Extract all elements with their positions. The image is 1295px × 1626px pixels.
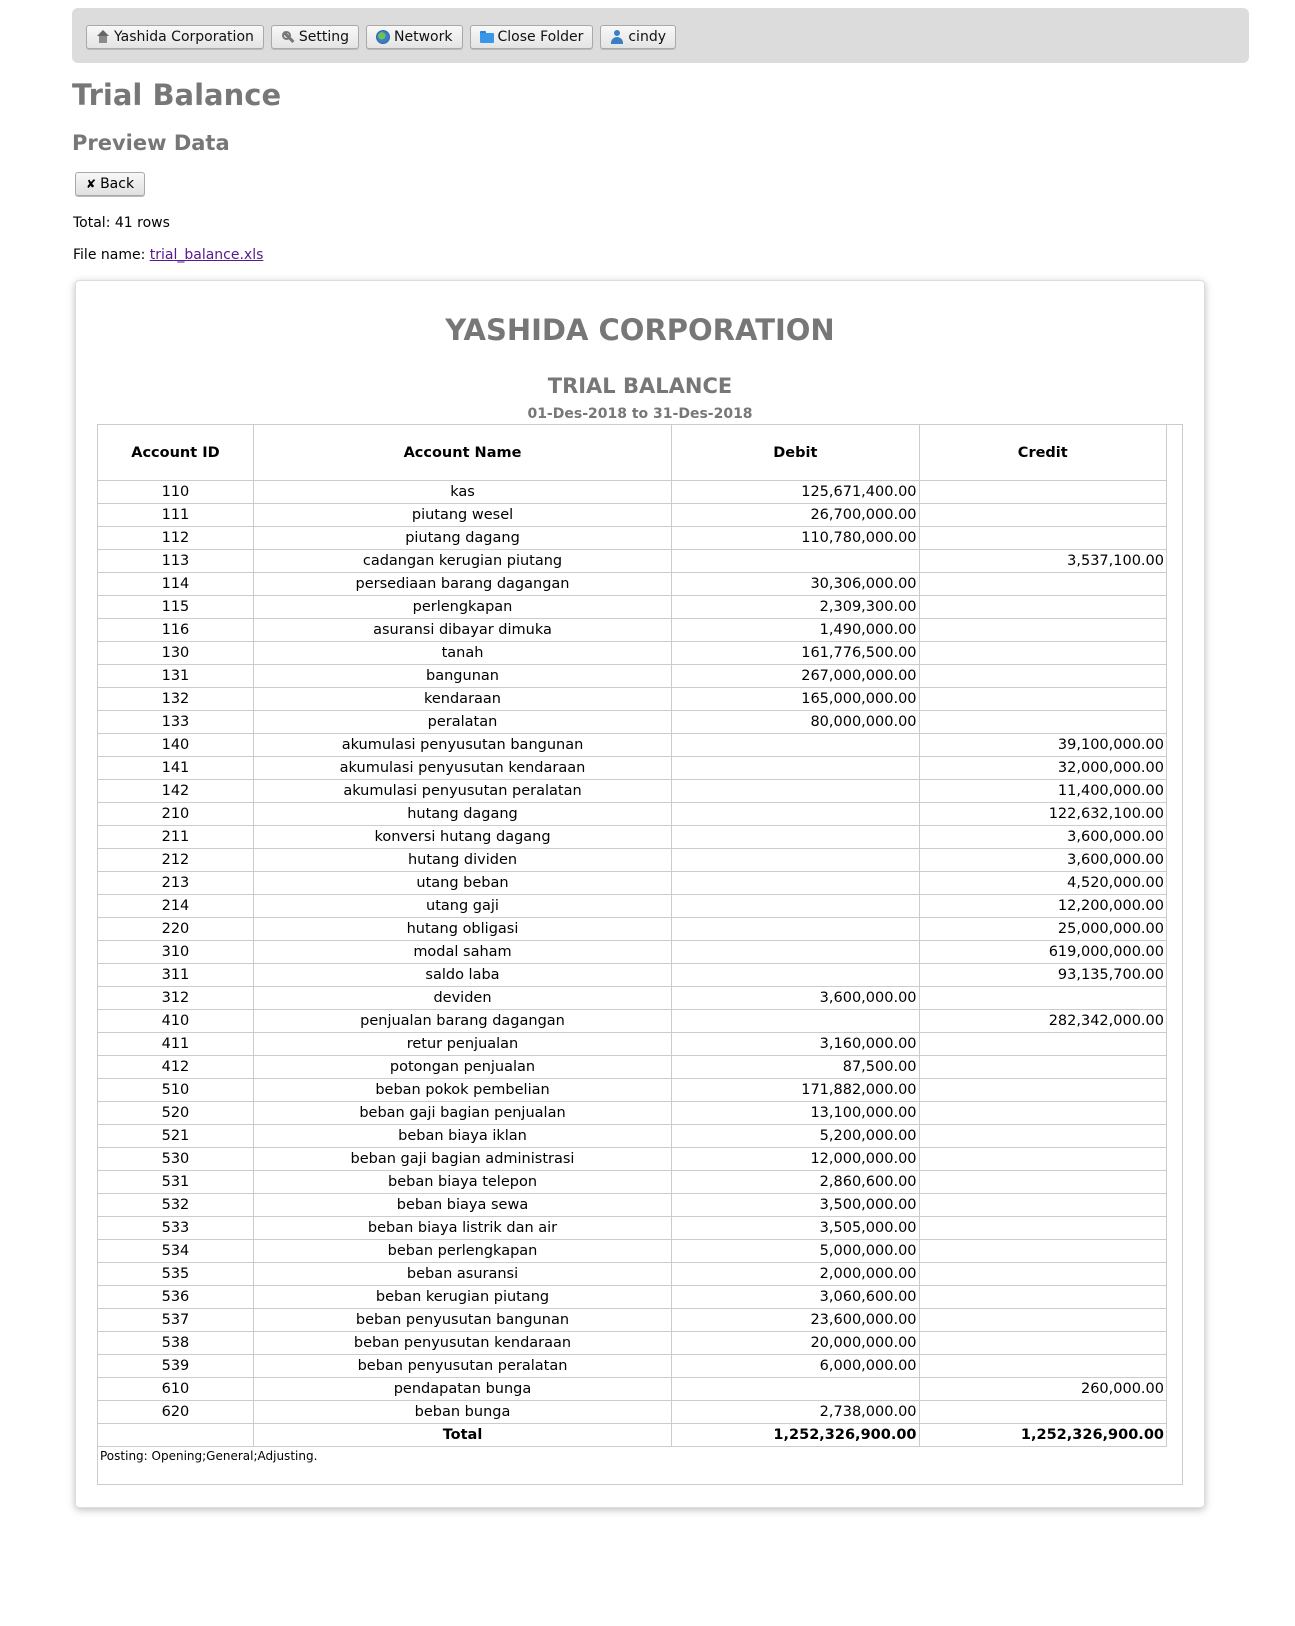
account-name-cell: konversi hutang dagang	[253, 826, 671, 849]
credit-cell: 11,400,000.00	[919, 780, 1166, 803]
posting-note: Posting: Opening;General;Adjusting.	[100, 1449, 318, 1463]
account-id-cell: 531	[98, 1171, 253, 1194]
credit-cell	[919, 481, 1166, 504]
account-name-cell: beban kerugian piutang	[253, 1286, 671, 1309]
table-row	[98, 711, 1167, 734]
credit-cell	[919, 1286, 1166, 1309]
credit-cell: 93,135,700.00	[919, 964, 1166, 987]
table-row	[98, 573, 1167, 596]
debit-cell: 5,200,000.00	[672, 1125, 919, 1148]
column-header: Account ID	[98, 425, 253, 481]
table-row	[98, 780, 1167, 803]
account-id-cell: 537	[98, 1309, 253, 1332]
table-row	[98, 987, 1167, 1010]
account-name-cell: beban biaya listrik dan air	[253, 1217, 671, 1240]
debit-cell	[672, 872, 919, 895]
table-header-row	[98, 425, 1167, 481]
account-name-cell: perlengkapan	[253, 596, 671, 619]
back-button-label: Back	[100, 176, 135, 192]
account-id-cell: 312	[98, 987, 253, 1010]
credit-cell: 32,000,000.00	[919, 757, 1166, 780]
total-rows-text: Total: 41 rows	[73, 215, 170, 231]
table-row	[98, 1401, 1167, 1424]
credit-cell	[919, 688, 1166, 711]
account-name-cell: beban perlengkapan	[253, 1240, 671, 1263]
total-row	[98, 1424, 1167, 1447]
account-name-cell: beban pokok pembelian	[253, 1079, 671, 1102]
credit-cell: 39,100,000.00	[919, 734, 1166, 757]
debit-cell: 2,309,300.00	[672, 596, 919, 619]
account-name-cell: pendapatan bunga	[253, 1378, 671, 1401]
table-row	[98, 619, 1167, 642]
account-name-cell: asuransi dibayar dimuka	[253, 619, 671, 642]
table-row	[98, 1378, 1167, 1401]
top-toolbar	[72, 8, 1249, 63]
credit-cell: 619,000,000.00	[919, 941, 1166, 964]
account-name-cell: beban bunga	[253, 1401, 671, 1424]
file-name-link[interactable]: trial_balance.xls	[149, 247, 264, 263]
account-id-cell: 116	[98, 619, 253, 642]
credit-cell	[919, 1401, 1166, 1424]
account-name-cell: hutang dividen	[253, 849, 671, 872]
account-name-cell: hutang dagang	[253, 803, 671, 826]
table-row	[98, 665, 1167, 688]
debit-cell	[672, 757, 919, 780]
credit-cell	[919, 1194, 1166, 1217]
account-name-cell: saldo laba	[253, 964, 671, 987]
column-header: Debit	[672, 425, 919, 481]
account-id-cell: 111	[98, 504, 253, 527]
credit-cell: 122,632,100.00	[919, 803, 1166, 826]
credit-cell	[919, 504, 1166, 527]
table-row	[98, 1355, 1167, 1378]
account-id-cell: 114	[98, 573, 253, 596]
account-name-cell: beban penyusutan kendaraan	[253, 1332, 671, 1355]
account-name-cell: utang gaji	[253, 895, 671, 918]
account-id-cell: 112	[98, 527, 253, 550]
credit-cell	[919, 1056, 1166, 1079]
table-row	[98, 1102, 1167, 1125]
account-id-cell: 115	[98, 596, 253, 619]
account-id-cell: 133	[98, 711, 253, 734]
debit-cell: 3,600,000.00	[672, 987, 919, 1010]
debit-cell	[672, 1010, 919, 1033]
table-row	[98, 918, 1167, 941]
debit-cell: 30,306,000.00	[672, 573, 919, 596]
table-row	[98, 596, 1167, 619]
account-name-cell: beban biaya telepon	[253, 1171, 671, 1194]
table-row	[98, 688, 1167, 711]
report-panel	[75, 280, 1205, 1508]
report-title: TRIAL BALANCE	[547, 374, 733, 398]
debit-cell	[672, 1378, 919, 1401]
total-debit: 1,252,326,900.00	[672, 1424, 919, 1447]
account-name-cell: tanah	[253, 642, 671, 665]
debit-cell: 3,505,000.00	[672, 1217, 919, 1240]
account-id-cell: 534	[98, 1240, 253, 1263]
home-icon	[96, 30, 110, 44]
credit-cell: 260,000.00	[919, 1378, 1166, 1401]
credit-cell	[919, 573, 1166, 596]
credit-cell	[919, 1309, 1166, 1332]
folder-icon	[480, 30, 494, 44]
table-row	[98, 941, 1167, 964]
credit-cell	[919, 1148, 1166, 1171]
account-id-cell: 132	[98, 688, 253, 711]
table-row	[98, 1263, 1167, 1286]
account-name-cell: beban asuransi	[253, 1263, 671, 1286]
credit-cell	[919, 1033, 1166, 1056]
credit-cell: 282,342,000.00	[919, 1010, 1166, 1033]
account-name-cell: peralatan	[253, 711, 671, 734]
account-name-cell: beban gaji bagian administrasi	[253, 1148, 671, 1171]
account-id-cell: 532	[98, 1194, 253, 1217]
credit-cell	[919, 1125, 1166, 1148]
report-period: 01-Des-2018 to 31-Des-2018	[527, 406, 753, 422]
debit-cell: 2,738,000.00	[672, 1401, 919, 1424]
debit-cell	[672, 964, 919, 987]
table-row	[98, 1286, 1167, 1309]
account-name-cell: akumulasi penyusutan bangunan	[253, 734, 671, 757]
setting-button-label: Setting	[298, 29, 350, 45]
account-id-cell: 210	[98, 803, 253, 826]
debit-cell: 3,160,000.00	[672, 1033, 919, 1056]
close-folder-button-label: Close Folder	[497, 29, 584, 45]
debit-cell	[672, 918, 919, 941]
wrench-icon	[281, 30, 295, 44]
globe-icon	[376, 30, 390, 44]
debit-cell	[672, 734, 919, 757]
table-row	[98, 1148, 1167, 1171]
account-id-cell: 412	[98, 1056, 253, 1079]
table-row	[98, 1033, 1167, 1056]
column-header: Credit	[919, 425, 1166, 481]
account-id-cell: 410	[98, 1010, 253, 1033]
debit-cell	[672, 849, 919, 872]
account-name-cell: modal saham	[253, 941, 671, 964]
account-id-cell: 533	[98, 1217, 253, 1240]
report-company: YASHIDA CORPORATION	[445, 313, 835, 347]
debit-cell	[672, 826, 919, 849]
account-name-cell: bangunan	[253, 665, 671, 688]
account-name-cell: akumulasi penyusutan peralatan	[253, 780, 671, 803]
credit-cell: 3,600,000.00	[919, 849, 1166, 872]
account-name-cell: beban gaji bagian penjualan	[253, 1102, 671, 1125]
debit-cell: 161,776,500.00	[672, 642, 919, 665]
account-id-cell: 220	[98, 918, 253, 941]
account-id-cell: 520	[98, 1102, 253, 1125]
account-name-cell: deviden	[253, 987, 671, 1010]
debit-cell: 87,500.00	[672, 1056, 919, 1079]
company-button-label: Yashida Corporation	[114, 29, 254, 45]
debit-cell: 165,000,000.00	[672, 688, 919, 711]
table-row	[98, 734, 1167, 757]
table-row	[98, 642, 1167, 665]
account-id-cell: 411	[98, 1033, 253, 1056]
user-button[interactable]	[600, 25, 676, 49]
credit-cell: 3,600,000.00	[919, 826, 1166, 849]
table-row	[98, 481, 1167, 504]
account-name-cell: beban penyusutan peralatan	[253, 1355, 671, 1378]
file-name-label: File name:	[73, 247, 150, 263]
account-id-cell: 510	[98, 1079, 253, 1102]
debit-cell: 13,100,000.00	[672, 1102, 919, 1125]
account-id-cell: 140	[98, 734, 253, 757]
total-id-cell	[98, 1424, 253, 1447]
account-id-cell: 213	[98, 872, 253, 895]
account-id-cell: 131	[98, 665, 253, 688]
debit-cell: 110,780,000.00	[672, 527, 919, 550]
account-name-cell: beban biaya sewa	[253, 1194, 671, 1217]
credit-cell: 25,000,000.00	[919, 918, 1166, 941]
debit-cell	[672, 941, 919, 964]
account-id-cell: 130	[98, 642, 253, 665]
page-title: Trial Balance	[72, 78, 282, 112]
table-row	[98, 872, 1167, 895]
table-row	[98, 757, 1167, 780]
table-row	[98, 849, 1167, 872]
account-id-cell: 610	[98, 1378, 253, 1401]
account-name-cell: kendaraan	[253, 688, 671, 711]
account-name-cell: hutang obligasi	[253, 918, 671, 941]
close-folder-button[interactable]	[470, 25, 594, 49]
debit-cell: 3,060,600.00	[672, 1286, 919, 1309]
account-name-cell: beban biaya iklan	[253, 1125, 671, 1148]
debit-cell: 1,490,000.00	[672, 619, 919, 642]
debit-cell: 267,000,000.00	[672, 665, 919, 688]
credit-cell	[919, 1240, 1166, 1263]
account-id-cell: 141	[98, 757, 253, 780]
column-header: Account Name	[253, 425, 671, 481]
table-row	[98, 1171, 1167, 1194]
account-id-cell: 620	[98, 1401, 253, 1424]
credit-cell	[919, 1102, 1166, 1125]
account-name-cell: akumulasi penyusutan kendaraan	[253, 757, 671, 780]
table-row	[98, 803, 1167, 826]
debit-cell: 171,882,000.00	[672, 1079, 919, 1102]
close-icon: ✘	[86, 177, 97, 191]
table-row	[98, 504, 1167, 527]
credit-cell	[919, 1171, 1166, 1194]
table-row	[98, 1194, 1167, 1217]
toolbar-buttons	[86, 25, 676, 49]
account-id-cell: 311	[98, 964, 253, 987]
account-id-cell: 142	[98, 780, 253, 803]
table-row	[98, 1217, 1167, 1240]
debit-cell	[672, 550, 919, 573]
table-row	[98, 964, 1167, 987]
debit-cell: 5,000,000.00	[672, 1240, 919, 1263]
credit-cell	[919, 1263, 1166, 1286]
credit-cell	[919, 642, 1166, 665]
account-id-cell: 214	[98, 895, 253, 918]
credit-cell	[919, 711, 1166, 734]
table-body	[98, 481, 1167, 1424]
account-name-cell: kas	[253, 481, 671, 504]
debit-cell: 20,000,000.00	[672, 1332, 919, 1355]
account-name-cell: piutang wesel	[253, 504, 671, 527]
account-name-cell: penjualan barang dagangan	[253, 1010, 671, 1033]
page-subtitle: Preview Data	[72, 131, 230, 155]
account-name-cell: cadangan kerugian piutang	[253, 550, 671, 573]
debit-cell	[672, 895, 919, 918]
account-id-cell: 539	[98, 1355, 253, 1378]
debit-cell: 23,600,000.00	[672, 1309, 919, 1332]
total-credit: 1,252,326,900.00	[919, 1424, 1166, 1447]
table-row	[98, 1010, 1167, 1033]
debit-cell: 3,500,000.00	[672, 1194, 919, 1217]
account-name-cell: piutang dagang	[253, 527, 671, 550]
account-id-cell: 310	[98, 941, 253, 964]
account-name-cell: utang beban	[253, 872, 671, 895]
credit-cell: 4,520,000.00	[919, 872, 1166, 895]
account-name-cell: persediaan barang dagangan	[253, 573, 671, 596]
user-icon	[610, 30, 624, 44]
account-id-cell: 535	[98, 1263, 253, 1286]
debit-cell: 6,000,000.00	[672, 1355, 919, 1378]
table-row	[98, 895, 1167, 918]
credit-cell	[919, 1217, 1166, 1240]
debit-cell: 2,000,000.00	[672, 1263, 919, 1286]
credit-cell	[919, 1355, 1166, 1378]
credit-cell: 3,537,100.00	[919, 550, 1166, 573]
credit-cell	[919, 1332, 1166, 1355]
table-row	[98, 1125, 1167, 1148]
credit-cell	[919, 1079, 1166, 1102]
account-name-cell: beban penyusutan bangunan	[253, 1309, 671, 1332]
credit-cell: 12,200,000.00	[919, 895, 1166, 918]
setting-button[interactable]	[271, 25, 359, 49]
credit-cell	[919, 596, 1166, 619]
account-id-cell: 113	[98, 550, 253, 573]
trial-balance-container	[97, 424, 1183, 1485]
account-id-cell: 110	[98, 481, 253, 504]
trial-balance-table	[98, 425, 1167, 1447]
network-button[interactable]	[366, 25, 462, 49]
credit-cell	[919, 665, 1166, 688]
debit-cell	[672, 780, 919, 803]
credit-cell	[919, 619, 1166, 642]
credit-cell	[919, 987, 1166, 1010]
table-row	[98, 527, 1167, 550]
file-name-line	[73, 247, 263, 263]
account-id-cell: 538	[98, 1332, 253, 1355]
account-id-cell: 212	[98, 849, 253, 872]
debit-cell: 2,860,600.00	[672, 1171, 919, 1194]
account-id-cell: 530	[98, 1148, 253, 1171]
table-row	[98, 550, 1167, 573]
debit-cell: 80,000,000.00	[672, 711, 919, 734]
table-row	[98, 1056, 1167, 1079]
table-row	[98, 1079, 1167, 1102]
back-button[interactable]	[75, 172, 145, 196]
table-row	[98, 1240, 1167, 1263]
user-button-label: cindy	[628, 29, 666, 45]
credit-cell	[919, 527, 1166, 550]
total-label: Total	[253, 1424, 671, 1447]
debit-cell: 26,700,000.00	[672, 504, 919, 527]
company-button[interactable]	[86, 25, 264, 49]
table-row	[98, 826, 1167, 849]
debit-cell	[672, 803, 919, 826]
account-name-cell: retur penjualan	[253, 1033, 671, 1056]
account-id-cell: 521	[98, 1125, 253, 1148]
debit-cell: 12,000,000.00	[672, 1148, 919, 1171]
network-button-label: Network	[394, 29, 453, 45]
table-row	[98, 1332, 1167, 1355]
account-id-cell: 536	[98, 1286, 253, 1309]
debit-cell: 125,671,400.00	[672, 481, 919, 504]
account-name-cell: potongan penjualan	[253, 1056, 671, 1079]
account-id-cell: 211	[98, 826, 253, 849]
table-row	[98, 1309, 1167, 1332]
